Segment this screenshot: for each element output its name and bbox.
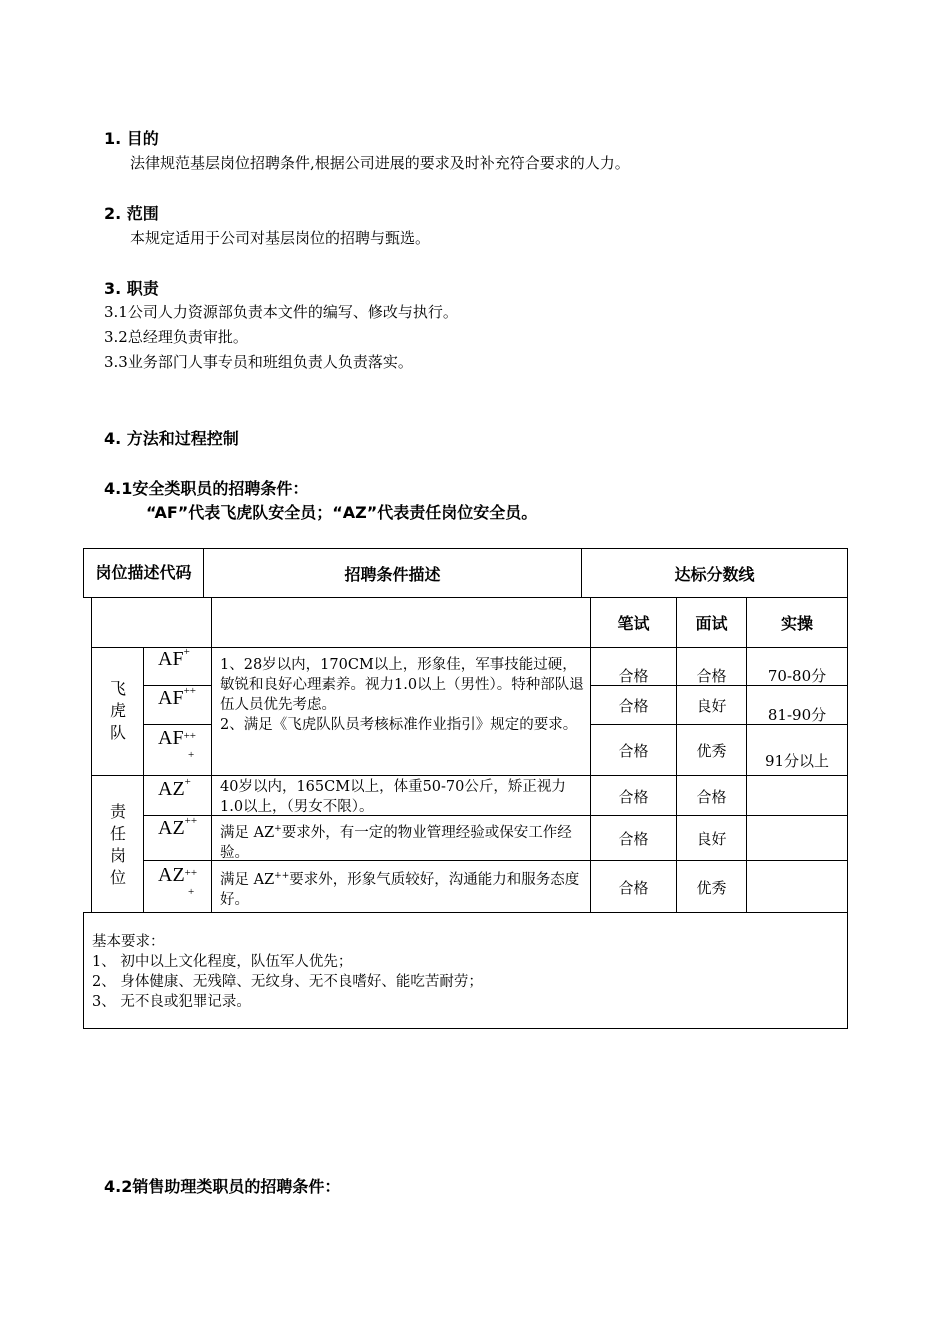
- header-desc: 招聘条件描述: [344, 564, 441, 584]
- basic-requirement-item: 1、 初中以上文化程度，队伍军人优先；: [92, 954, 353, 970]
- group-label-az: 责任岗位: [109, 802, 126, 887]
- az2-interview: 良好: [696, 829, 727, 848]
- af3-interview: 优秀: [696, 741, 727, 760]
- az3-description: 满足 AZ++要求外，形象气质较好，沟通能力和服务态度好。: [220, 871, 580, 908]
- az3-written: 合格: [618, 878, 649, 897]
- section-4-1-title: 4.1安全类职员的招聘条件：: [104, 479, 309, 498]
- section-1-title: 1. 目的: [104, 129, 159, 148]
- group-label-af: 飞虎队: [109, 679, 126, 742]
- af3-written: 合格: [618, 741, 649, 760]
- section-1-body: 法律规范基层岗位招聘条件,根据公司进展的要求及时补充符合要求的人力。: [130, 154, 630, 172]
- az1-interview: 合格: [696, 787, 727, 806]
- code-af3: AF++ +: [158, 727, 196, 761]
- basic-requirement-item: 3、 无不良或犯罪记录。: [92, 994, 251, 1010]
- basic-requirements-title: 基本要求：: [92, 934, 165, 950]
- section-3-item: 3.1公司人力资源部负责本文件的编写、修改与执行。: [104, 303, 458, 321]
- af2-practical: 81-90分: [767, 705, 827, 724]
- basic-requirements: [92, 932, 483, 1012]
- af3-practical: 91分以上: [764, 751, 830, 770]
- basic-requirement-item: 2、 身体健康、无残障、无纹身、无不良嗜好、能吃苦耐劳；: [92, 974, 483, 990]
- code-az1: AZ+: [158, 776, 191, 800]
- az1-written: 合格: [618, 787, 649, 806]
- section-4-2-title: 4.2销售助理类职员的招聘条件：: [104, 1177, 341, 1196]
- section-2-body: 本规定适用于公司对基层岗位的招聘与甄选。: [130, 229, 431, 247]
- section-3-item: 3.3业务部门人事专员和班组负责人负责落实。: [104, 353, 413, 371]
- code-af2: AF++: [158, 685, 196, 709]
- af1-practical: 70-80分: [767, 666, 827, 685]
- header-code: 岗位描述代码: [95, 563, 192, 582]
- code-az3: AZ++ +: [158, 864, 198, 898]
- af2-interview: 良好: [696, 696, 727, 715]
- header-score: 达标分数线: [674, 564, 755, 584]
- header-interview: 面试: [695, 614, 728, 633]
- header-written: 笔试: [617, 614, 650, 633]
- af2-written: 合格: [618, 696, 649, 715]
- section-3-title: 3. 职责: [104, 279, 159, 298]
- header-practical: 实操: [780, 614, 813, 633]
- az1-description: 40岁以内，165CM以上，体重50-70公斤，矫正视力1.0以上，（男女不限）。: [220, 779, 566, 815]
- section-4-1-note: “AF”代表飞虎队安全员；“AZ”代表责任岗位安全员。: [146, 503, 538, 522]
- section-2-title: 2. 范围: [104, 204, 159, 223]
- af-description: 1、28岁以内，170CM以上，形象佳，军事技能过硬，敏锐和良好心理素养。视力1.0以上（男性）。特种部队退伍人员优先考虑。 2、满足《飞虎队队员考核标准作业指引》规定的要求。: [220, 657, 584, 733]
- code-az2: AZ++: [158, 815, 198, 839]
- af1-written: 合格: [618, 666, 649, 685]
- section-4-title: 4. 方法和过程控制: [104, 429, 239, 448]
- code-af1: AF+: [158, 646, 190, 670]
- af1-interview: 合格: [696, 666, 727, 685]
- section-3-item: 3.2总经理负责审批。: [104, 328, 248, 346]
- az2-written: 合格: [618, 829, 649, 848]
- az3-interview: 优秀: [696, 878, 727, 897]
- az2-description: 满足 AZ+要求外，有一定的物业管理经验或保安工作经验。: [220, 824, 572, 861]
